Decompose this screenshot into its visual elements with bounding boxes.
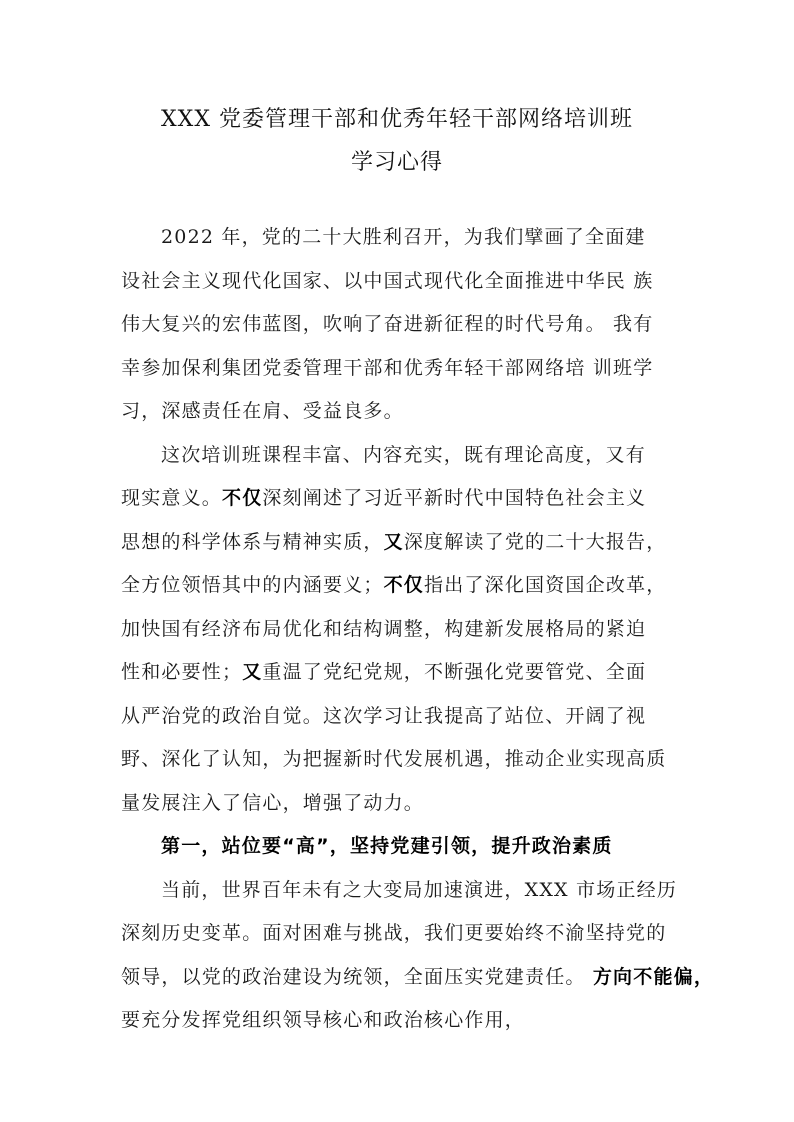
paragraph-line: 设社会主义现代化国家、以中国式现代化全面推进中华民 族 bbox=[121, 269, 654, 292]
paragraph-line bbox=[121, 564, 721, 608]
document-title-line2: 学习心得 bbox=[350, 150, 443, 175]
paragraph-line: 野、深化了认知，为把握新时代发展机遇，推动企业实现高质 bbox=[121, 748, 667, 770]
bold-text-run: 又 bbox=[242, 661, 263, 683]
document-title-line1: XXX 党委管理干部和优秀年轻干部网络培训班 bbox=[161, 107, 633, 132]
paragraph-line: 量发展注入了信心，增强了动力。 bbox=[121, 791, 425, 814]
text-run: 全方位领悟其中的内涵要义； bbox=[121, 574, 384, 596]
text-run: 深度解读了党的二十大报告， bbox=[403, 530, 667, 553]
paragraph-line: 幸参加保利集团党委管理干部和优秀年轻干部网络培 训班学 bbox=[121, 356, 654, 379]
paragraph-line: 2022 年，党的二十大胜利召开，为我们擘画了全面建 bbox=[161, 226, 646, 248]
text-run: 现实意义。 bbox=[121, 487, 223, 509]
paragraph-line bbox=[121, 477, 721, 521]
paragraph-line: 当前，世界百年未有之大变局加速演进，XXX 市场正经历 bbox=[161, 878, 678, 901]
paragraph-line: 从严治党的政治自觉。这次学习让我提高了站位、开阔了视 bbox=[121, 704, 647, 727]
paragraph-line: 这次培训班课程丰富、内容充实，既有理论高度，又有 bbox=[161, 443, 646, 466]
paragraph-line: 要充分发挥党组织领导核心和政治核心作用， bbox=[121, 1009, 526, 1031]
paragraph-line: 深刻历史变革。面对困难与挑战，我们更要始终不渝坚持党的 bbox=[121, 922, 667, 944]
paragraph-line bbox=[121, 521, 721, 565]
bold-text-run: 方向不能偏， bbox=[592, 965, 715, 988]
paragraph-line: 加快国有经济布局优化和结构调整，构建新发展格局的紧迫 bbox=[121, 617, 647, 640]
paragraph-line bbox=[121, 956, 721, 1000]
text-run: 领导，以党的政治建设为统领，全面压实党建责任。 bbox=[121, 965, 593, 988]
bold-text-run: 又 bbox=[383, 530, 404, 553]
bold-text-run: 不仅 bbox=[383, 574, 425, 596]
text-run: 重温了党纪党规，不断强化党要管党、全面 bbox=[262, 661, 647, 683]
paragraph-line: 伟大复兴的宏伟蓝图，吹响了奋进新征程的时代号角。 我有 bbox=[121, 313, 654, 335]
text-run: 指出了深化国资国企改革， bbox=[424, 574, 667, 596]
paragraph-line: 习，深感责任在肩、受益良多。 bbox=[121, 400, 404, 422]
document-body bbox=[121, 216, 721, 1043]
section-heading: 第一，站位要“高”，坚持党建引领，提升政治素质 bbox=[161, 835, 613, 857]
bold-text-run: 不仅 bbox=[222, 487, 263, 509]
text-run: 思想的科学体系与精神实质， bbox=[121, 530, 384, 553]
paragraph-line bbox=[121, 651, 721, 695]
text-run: 深刻阐述了习近平新时代中国特色社会主义 bbox=[262, 487, 647, 509]
text-run: 性和必要性； bbox=[121, 661, 243, 683]
